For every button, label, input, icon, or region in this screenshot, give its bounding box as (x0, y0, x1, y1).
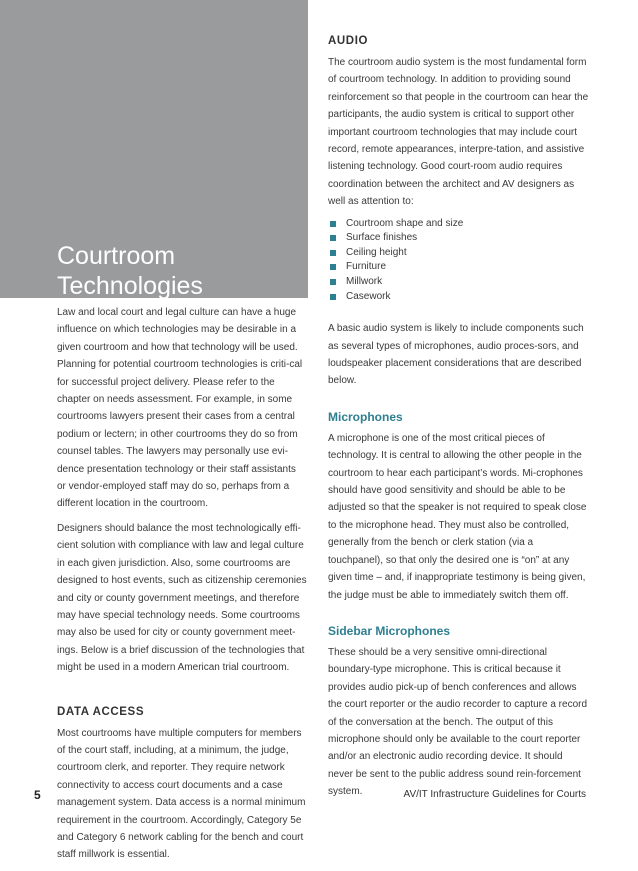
bullet-square-icon (330, 250, 336, 256)
microphones-heading: Microphones (328, 409, 403, 424)
list-item-label: Surface finishes (346, 232, 418, 244)
sidebar-microphones-heading: Sidebar Microphones (328, 623, 451, 638)
list-item (328, 217, 590, 232)
intro-paragraph-1: Law and local court and legal culture can have a huge influence on which technologies may be desirable in a given courtroom and how that technology will be used. Planning for potential courtroom technologies is criti-cal for successful project delivery. Please refer to the chapter on needs assessment. For example, in some courtrooms lawyers present their cases from a central podium or lectern; in other courtrooms they do so from counsel tables. The lawyers may personally use evi-dence presentation technology or their staff assistants or vendor-employed staff may do so, perhaps from a different location in the courtroom. (57, 307, 303, 510)
list-item (328, 231, 590, 246)
data-access-heading: DATA ACCESS (57, 705, 145, 718)
list-item (328, 246, 590, 261)
list-item-label: Casework (346, 290, 391, 302)
list-item-label: Millwork (346, 276, 383, 288)
left-column (57, 304, 307, 871)
bullet-square-icon (330, 264, 336, 270)
bullet-square-icon (330, 221, 336, 227)
intro-paragraph-2: Designers should balance the most technologically effi-cient solution with compliance with law and legal culture in each given jurisdiction. Also, some courtrooms are designed to host events, such as citizenship ceremonies and city or county government meetings, and therefore may have special technology needs. Some courtrooms may also be used for city or county government meet-ings. Below is a brief discussion of the technologies that might be used in a modern American trial courtroom. (57, 522, 307, 674)
audio-paragraph: The courtroom audio system is the most fundamental form of courtroom technology. In addition to providing sound reinforcement so that people in the courtroom can hear the participants, the audio system is critical to support other important courtroom technologies that may include court record, remote appearances, interpre-tation, and assistive listening technology. Good court-room audio requires coordination between the architect and AV designers as well as attention to: (328, 57, 589, 208)
list-item (328, 290, 590, 305)
right-column (328, 31, 590, 808)
page-title-line-1: Courtroom (57, 242, 176, 270)
sidebar-microphones-paragraph: These should be a very sensitive omni-directional boundary-type microphone. This is critical because it provides audio pick-up of bench conferences and allows the court reporter or the audio recorder to capture a record of the conversation at the bench. The output of this microphone should only be available to the court reporter and/or an electronic audio recording device. It should never be sent to the public address sound rein-forcement system. (328, 646, 588, 798)
footer-document-title: AV/IT Infrastructure Guidelines for Courts (403, 789, 586, 800)
audio-heading: AUDIO (328, 35, 369, 47)
audio-components-paragraph: A basic audio system is likely to include components such as several types of microphones, audio proces-sors, and loudspeaker placement considerations that are described below. (328, 323, 584, 387)
page-title-line-2: Technologies (57, 272, 203, 300)
list-item-label: Ceiling height (346, 246, 407, 258)
page-number: 5 (34, 788, 41, 802)
microphones-paragraph: A microphone is one of the most critical pieces of technology. It is central to allowing the other people in the courtroom to hear each participant’s words. Mi-crophones should have good sensitivity and should be able to be adjusted so that the speaker is not required to speak close to the microphone head. They must also be controlled, generally from the bench or clerk station (via a touchpanel), so that only the desired one is “on” at any given time – and, if inappropriate testimony is being given, the judge must be able to immediately switch them off. (328, 432, 587, 601)
page-title (57, 241, 307, 301)
list-item (328, 275, 590, 290)
bullet-square-icon (330, 235, 336, 241)
list-item-label: Courtroom shape and size (346, 217, 464, 229)
bullet-square-icon (330, 279, 336, 285)
data-access-paragraph: Most courtrooms have multiple computers for members of the court staff, including, at a minimum, the judge, courtroom clerk, and reporter. They require network connectivity to access court documents and a case management system. Data access is a normal minimum requirement in the courtroom. Accordingly, Category 5e and Category 6 network cabling for the bench and court staff millwork is essential. (57, 727, 306, 861)
audio-considerations-list (328, 217, 590, 305)
list-item-label: Furniture (346, 261, 387, 273)
bullet-square-icon (330, 294, 336, 300)
list-item (328, 260, 590, 275)
